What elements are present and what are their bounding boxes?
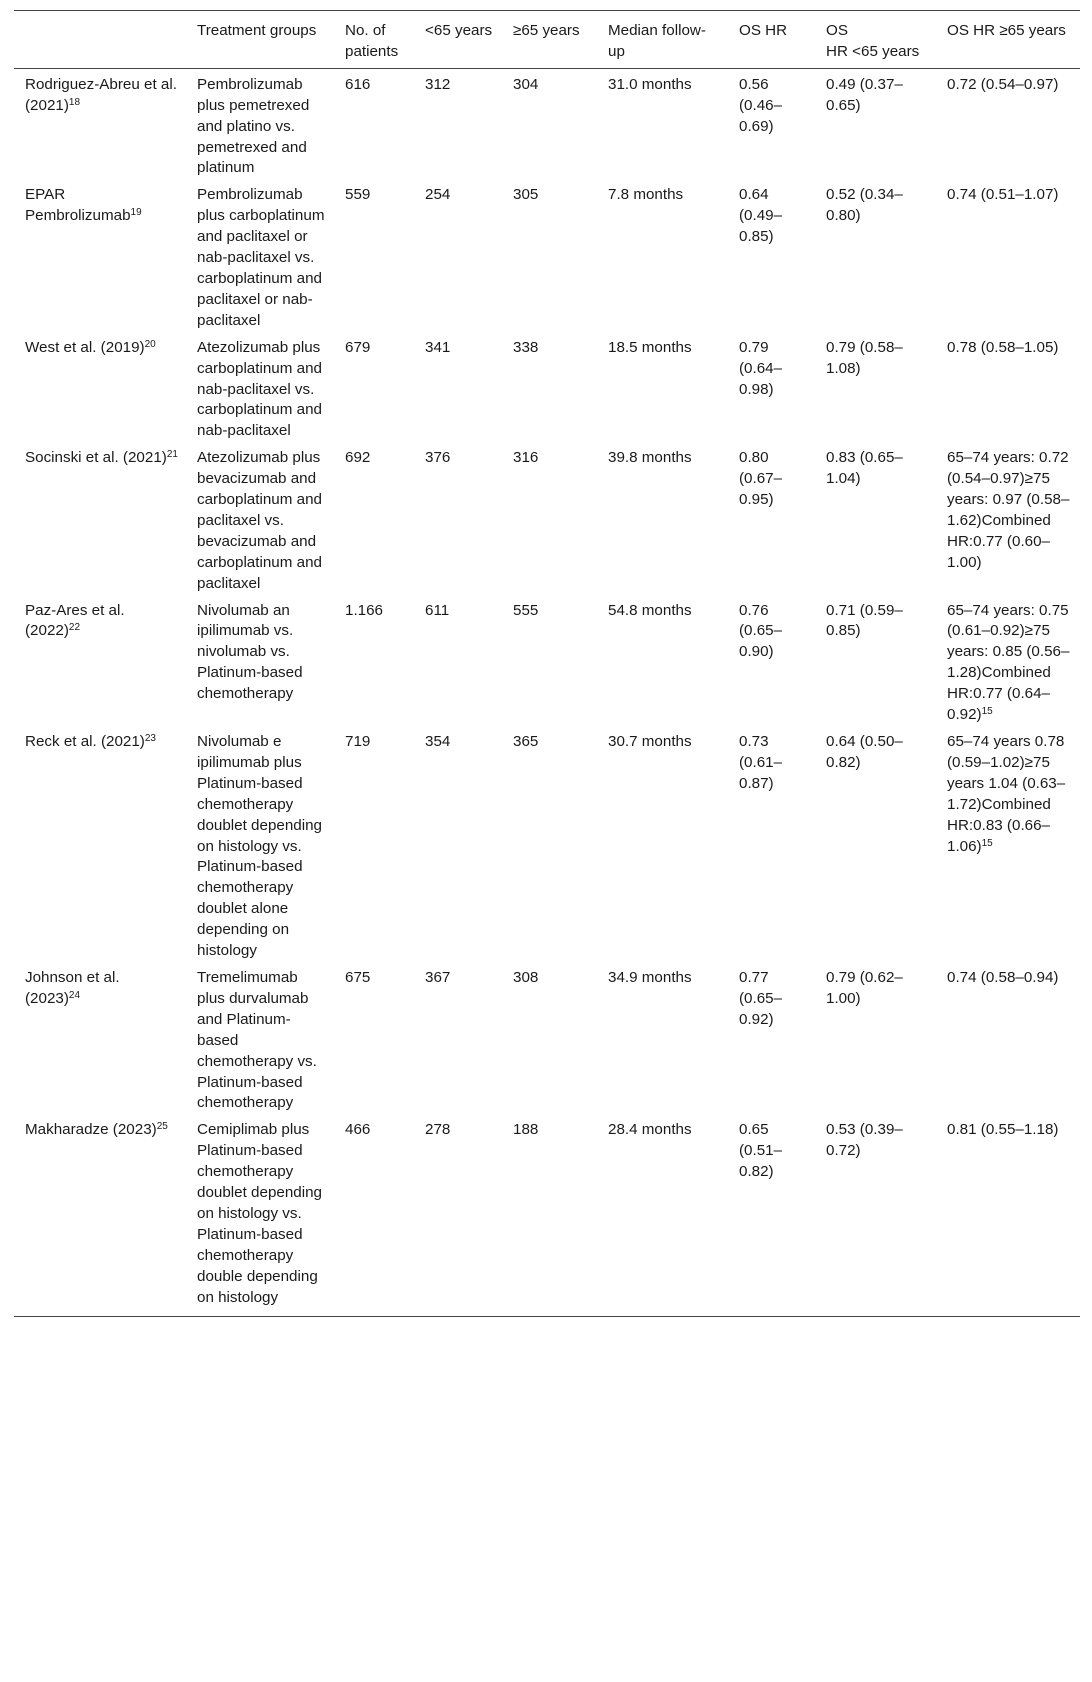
patients-cell: 719 <box>345 733 371 750</box>
65-and-over-cell: 365 <box>513 733 539 750</box>
reference-superscript: 25 <box>156 1121 168 1133</box>
table-row <box>14 1114 1080 1317</box>
header-os-hr: OS HR <box>739 22 788 39</box>
study-name: Makharadze (2023) <box>25 1121 157 1139</box>
os-hr-65-and-over-value: 0.81 (0.55–1.18) <box>947 1121 1059 1139</box>
header-no-of-patients: No. of patients <box>345 22 399 60</box>
os-hr-under-65-cell: 0.79 (0.62–1.00) <box>826 968 903 1007</box>
study-cell <box>14 442 186 594</box>
follow-up-cell: 39.8 months <box>608 449 692 467</box>
reference-superscript: 23 <box>144 733 156 744</box>
under-65-cell: 376 <box>425 449 451 467</box>
study-cell <box>14 68 186 179</box>
patients-cell: 616 <box>345 75 371 93</box>
os-hr-cell: 0.65 (0.51–0.82) <box>739 1121 783 1181</box>
header-treatment-groups: Treatment groups <box>197 22 317 39</box>
table-row <box>14 68 1080 179</box>
os-hr-under-65-cell: 0.71 (0.59–0.85) <box>826 601 903 640</box>
results-table <box>14 10 1080 1317</box>
study-name: Socinski et al. (2021) <box>25 449 167 467</box>
os-hr-65-and-over-cell <box>936 726 1080 962</box>
follow-up-cell: 34.9 months <box>608 968 692 986</box>
reference-superscript: 18 <box>68 96 81 108</box>
treatment-cell: Atezolizumab plus bevacizumab and carboplatinum and paclitaxel vs. bevacizumab and carboplatinum and paclitaxel <box>197 449 322 592</box>
os-hr-cell: 0.76 (0.65–0.90) <box>739 601 783 661</box>
header-median-follow-up: Median follow-up <box>608 22 706 60</box>
study-name: EPAR Pembrolizumab <box>25 186 131 225</box>
follow-up-cell: 31.0 months <box>608 75 692 93</box>
study-name: Rodriguez-Abreu et al. (2021) <box>25 75 177 114</box>
reference-superscript: 21 <box>166 449 178 461</box>
treatment-cell: Pembrolizumab plus pemetrexed and platino vs. pemetrexed and platinum <box>197 75 310 177</box>
study-cell <box>14 595 186 726</box>
65-and-over-cell: 555 <box>513 601 539 619</box>
os-hr-65-and-over-value: 65–74 years: 0.75 (0.61–0.92)≥75 years: 0.85 (0.56–1.28)Combined HR:0.77 (0.64–0.92) <box>947 601 1070 724</box>
os-hr-cell: 0.64 (0.49–0.85) <box>739 186 783 246</box>
table-row <box>14 595 1080 726</box>
os-hr-65-and-over-cell <box>936 68 1080 179</box>
os-hr-cell: 0.73 (0.61–0.87) <box>739 733 783 792</box>
os-hr-cell: 0.79 (0.64–0.98) <box>739 338 783 398</box>
follow-up-cell: 28.4 months <box>608 1121 692 1139</box>
reference-superscript: 20 <box>144 338 156 350</box>
treatment-cell: Cemiplimab plus Platinum-based chemotherapy doublet depending on histology vs. Platinum-based chemotherapy double depending on histology <box>197 1121 322 1306</box>
under-65-cell: 312 <box>425 75 451 93</box>
os-hr-under-65-cell: 0.64 (0.50–0.82) <box>826 733 903 771</box>
patients-cell: 466 <box>345 1121 371 1139</box>
os-hr-65-and-over-value: 0.72 (0.54–0.97) <box>947 75 1059 93</box>
follow-up-cell: 54.8 months <box>608 601 692 619</box>
treatment-cell: Nivolumab an ipilimumab vs. nivolumab vs. Platinum-based chemotherapy <box>197 601 303 703</box>
table-row <box>14 332 1080 443</box>
65-and-over-cell: 338 <box>513 338 539 356</box>
os-hr-under-65-cell: 0.49 (0.37–0.65) <box>826 75 903 114</box>
65-and-over-cell: 304 <box>513 75 539 93</box>
treatment-cell: Atezolizumab plus carboplatinum and nab-paclitaxel vs. carboplatinum and nab-paclitaxel <box>197 338 322 440</box>
reference-superscript: 15 <box>981 837 993 849</box>
65-and-over-cell: 188 <box>513 1121 539 1139</box>
reference-superscript: 15 <box>981 706 993 718</box>
os-hr-under-65-cell: 0.53 (0.39–0.72) <box>826 1121 903 1160</box>
reference-superscript: 22 <box>68 622 81 634</box>
study-cell <box>14 1114 186 1317</box>
under-65-cell: 354 <box>425 733 451 750</box>
study-name: Reck et al. (2021) <box>25 733 145 750</box>
under-65-cell: 341 <box>425 338 451 356</box>
follow-up-cell: 18.5 months <box>608 338 692 356</box>
table-row <box>14 962 1080 1114</box>
patients-cell: 1.166 <box>345 601 384 619</box>
header-row <box>14 11 1080 69</box>
header-os-hr-65-and-over: OS HR ≥65 years <box>947 22 1066 39</box>
treatment-cell: Tremelimumab plus durvalumab and Platinum-based chemotherapy vs. Platinum-based chemotherapy <box>197 968 317 1112</box>
under-65-cell: 254 <box>425 186 451 204</box>
65-and-over-cell: 305 <box>513 186 539 204</box>
table-row <box>14 726 1080 962</box>
os-hr-65-and-over-cell <box>936 1114 1080 1317</box>
os-hr-65-and-over-cell <box>936 442 1080 594</box>
study-cell <box>14 726 186 962</box>
os-hr-65-and-over-cell <box>936 962 1080 1114</box>
study-name: Paz-Ares et al. (2022) <box>25 601 125 640</box>
65-and-over-cell: 308 <box>513 968 539 986</box>
under-65-cell: 611 <box>425 601 450 619</box>
table-row <box>14 442 1080 594</box>
header-65-and-over: ≥65 years <box>513 22 580 39</box>
header-os-hr-under-65 <box>815 11 936 69</box>
header-os-hr-under-65-text: OS HR <65 years <box>826 22 920 60</box>
header-study <box>14 11 186 69</box>
table-body <box>14 68 1080 1317</box>
table-row <box>14 179 1080 331</box>
patients-cell: 559 <box>345 186 371 204</box>
follow-up-cell: 7.8 months <box>608 186 684 204</box>
study-name: West et al. (2019) <box>25 338 145 356</box>
os-hr-65-and-over-value: 0.74 (0.51–1.07) <box>947 186 1059 204</box>
os-hr-65-and-over-value: 65–74 years: 0.72 (0.54–0.97)≥75 years: 0.97 (0.58–1.62)Combined HR:0.77 (0.60–1.00) <box>947 449 1070 571</box>
os-hr-65-and-over-cell <box>936 179 1080 331</box>
65-and-over-cell: 316 <box>513 449 539 467</box>
patients-cell: 679 <box>345 338 371 356</box>
reference-superscript: 24 <box>68 989 81 1001</box>
study-cell <box>14 179 186 331</box>
treatment-cell: Pembrolizumab plus carboplatinum and paclitaxel or nab-paclitaxel vs. carboplatinum and paclitaxel or nab-paclitaxel <box>197 186 325 329</box>
os-hr-cell: 0.56 (0.46–0.69) <box>739 75 783 135</box>
os-hr-under-65-cell: 0.79 (0.58–1.08) <box>826 338 903 377</box>
os-hr-65-and-over-cell <box>936 332 1080 443</box>
os-hr-65-and-over-value: 0.78 (0.58–1.05) <box>947 338 1059 356</box>
reference-superscript: 19 <box>130 207 142 219</box>
table-container <box>14 10 1078 1317</box>
header-under-65: <65 years <box>425 22 493 39</box>
os-hr-under-65-cell: 0.52 (0.34–0.80) <box>826 186 903 225</box>
under-65-cell: 367 <box>425 968 451 986</box>
os-hr-under-65-cell: 0.83 (0.65–1.04) <box>826 449 903 488</box>
under-65-cell: 278 <box>425 1121 451 1139</box>
os-hr-cell: 0.80 (0.67–0.95) <box>739 449 783 509</box>
follow-up-cell: 30.7 months <box>608 733 692 750</box>
patients-cell: 692 <box>345 449 371 467</box>
study-cell <box>14 962 186 1114</box>
os-hr-65-and-over-value: 0.74 (0.58–0.94) <box>947 968 1059 986</box>
treatment-cell: Nivolumab e ipilimumab plus Platinum-based chemotherapy doublet depending on histology vs. Platinum-based chemotherapy doublet alone depending on histology <box>197 733 322 960</box>
study-name: Johnson et al. (2023) <box>25 968 120 1007</box>
os-hr-cell: 0.77 (0.65–0.92) <box>739 968 783 1028</box>
os-hr-65-and-over-value: 65–74 years 0.78 (0.59–1.02)≥75 years 1.04 (0.63–1.72)Combined HR:0.83 (0.66–1.06) <box>947 733 1066 855</box>
patients-cell: 675 <box>345 968 371 986</box>
study-cell <box>14 332 186 443</box>
os-hr-65-and-over-cell <box>936 595 1080 726</box>
